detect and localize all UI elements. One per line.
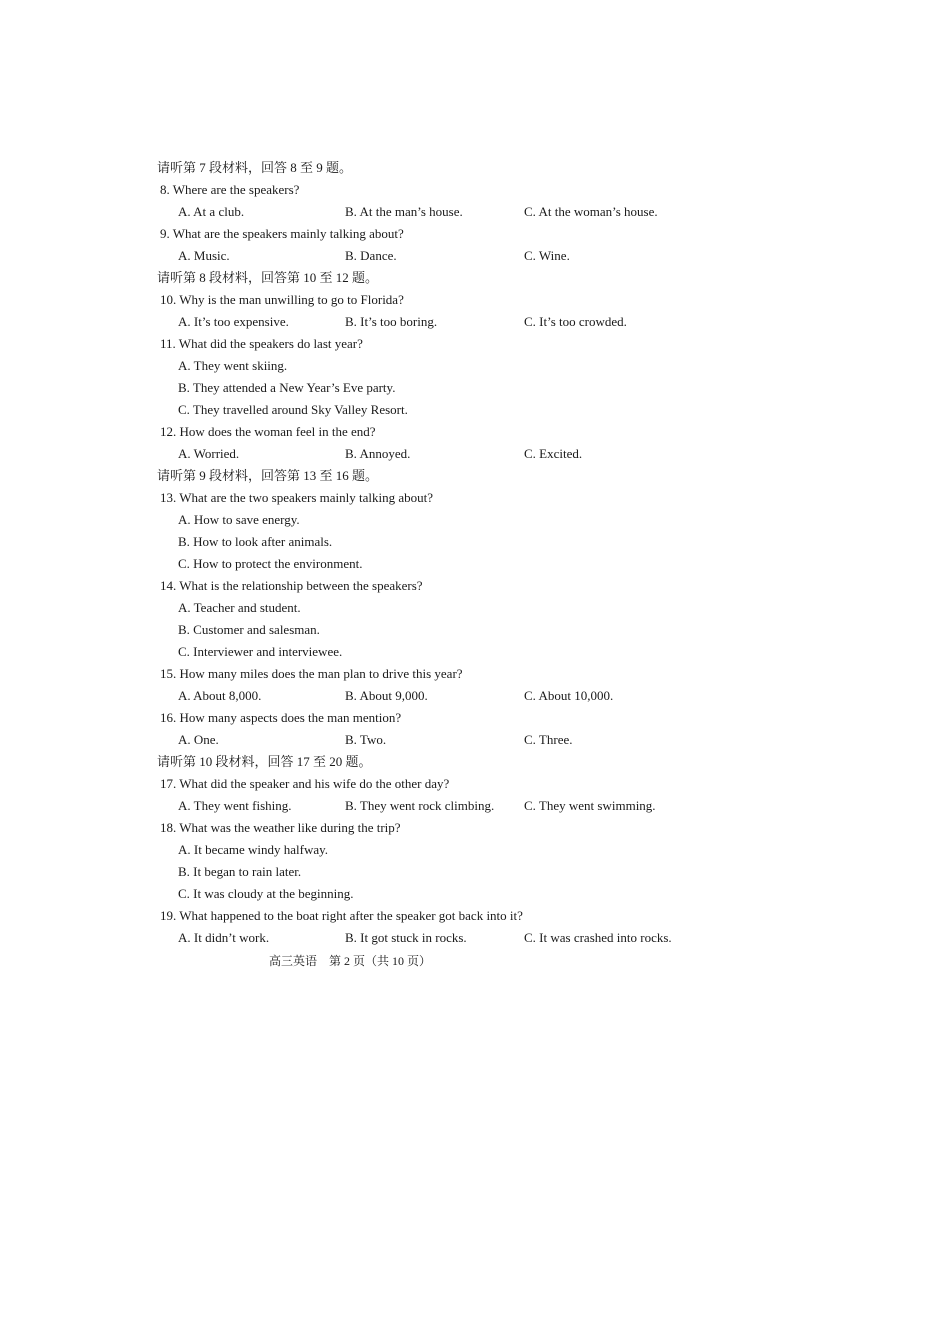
option-c: C. About 10,000. bbox=[524, 688, 614, 703]
question-number: 14. bbox=[160, 578, 177, 593]
option-c: C. Three. bbox=[524, 732, 573, 747]
options-row bbox=[157, 311, 777, 333]
option-b: B. How to look after animals. bbox=[178, 534, 333, 549]
option-a: A. They went skiing. bbox=[178, 358, 288, 373]
option-c: C. Wine. bbox=[524, 248, 570, 263]
question-stem bbox=[157, 179, 777, 201]
option-a: A. Teacher and student. bbox=[178, 600, 301, 615]
option-a: A. About 8,000. bbox=[178, 688, 262, 703]
question-stem bbox=[157, 663, 777, 685]
question-number: 19. bbox=[160, 908, 177, 923]
option-b: B. Two. bbox=[345, 732, 387, 747]
question-text: Where are the speakers? bbox=[172, 182, 300, 197]
option-b: B. It’s too boring. bbox=[345, 314, 438, 329]
question-text: How many aspects does the man mention? bbox=[179, 710, 402, 725]
question-number: 8. bbox=[160, 182, 170, 197]
question-text: What happened to the boat right after the speaker got back into it? bbox=[179, 908, 523, 923]
question-stem bbox=[157, 575, 777, 597]
option-b: B. They went rock climbing. bbox=[345, 798, 495, 813]
section-instruction: 请听第 7 段材料，回答 8 至 9 题。 bbox=[157, 160, 353, 175]
question-number: 15. bbox=[160, 666, 177, 681]
question-text: What did the speakers do last year? bbox=[178, 336, 363, 351]
page-footer: 高三英语 第 2 页（共 10 页） bbox=[268, 954, 431, 968]
question-number: 16. bbox=[160, 710, 177, 725]
option-c: C. How to protect the environment. bbox=[178, 556, 363, 571]
question-number: 11. bbox=[160, 336, 176, 351]
question-stem bbox=[157, 487, 777, 509]
question-text: What are the two speakers mainly talking about? bbox=[179, 490, 434, 505]
option-b: B. They attended a New Year’s Eve party. bbox=[178, 380, 396, 395]
option-b: B. At the man’s house. bbox=[345, 204, 463, 219]
question-stem bbox=[157, 223, 777, 245]
option-a: A. How to save energy. bbox=[178, 512, 300, 527]
question-text: How many miles does the man plan to drive this year? bbox=[179, 666, 463, 681]
option-c: C. Excited. bbox=[524, 446, 583, 461]
question-text: What are the speakers mainly talking about? bbox=[172, 226, 404, 241]
option-b: B. It got stuck in rocks. bbox=[345, 930, 467, 945]
option-b: B. It began to rain later. bbox=[178, 864, 302, 879]
question-text: Why is the man unwilling to go to Florida? bbox=[179, 292, 404, 307]
section-instruction: 请听第 9 段材料，回答第 13 至 16 题。 bbox=[157, 468, 379, 483]
option-b: B. Dance. bbox=[345, 248, 397, 263]
question-text: What is the relationship between the speakers? bbox=[179, 578, 423, 593]
option-a: A. Worried. bbox=[178, 446, 240, 461]
option-c: C. Interviewer and interviewee. bbox=[178, 644, 343, 659]
option-b: B. Customer and salesman. bbox=[178, 622, 320, 637]
question-stem bbox=[157, 333, 777, 355]
question-number: 9. bbox=[160, 226, 170, 241]
question-stem bbox=[157, 289, 777, 311]
option-c: C. It was cloudy at the beginning. bbox=[178, 886, 354, 901]
question-number: 18. bbox=[160, 820, 177, 835]
option-a: A. At a club. bbox=[178, 204, 245, 219]
option-b: B. About 9,000. bbox=[345, 688, 428, 703]
question-number: 12. bbox=[160, 424, 177, 439]
question-stem bbox=[157, 905, 777, 927]
option-c: C. They went swimming. bbox=[524, 798, 656, 813]
options-row bbox=[157, 795, 777, 817]
option-a: A. They went fishing. bbox=[178, 798, 292, 813]
option-a: A. It’s too expensive. bbox=[178, 314, 289, 329]
question-number: 10. bbox=[160, 292, 177, 307]
option-c: C. It’s too crowded. bbox=[524, 314, 627, 329]
option-a: A. It didn’t work. bbox=[178, 930, 270, 945]
question-text: How does the woman feel in the end? bbox=[179, 424, 376, 439]
question-number: 17. bbox=[160, 776, 177, 791]
question-stem bbox=[157, 707, 777, 729]
options-row bbox=[157, 927, 777, 949]
listening-section-content bbox=[157, 157, 777, 949]
option-c: C. They travelled around Sky Valley Resort. bbox=[178, 402, 408, 417]
options-row bbox=[157, 201, 777, 223]
options-row bbox=[157, 729, 777, 751]
option-a: A. Music. bbox=[178, 248, 230, 263]
option-b: B. Annoyed. bbox=[345, 446, 411, 461]
question-stem bbox=[157, 817, 777, 839]
question-stem bbox=[157, 421, 777, 443]
option-a: A. It became windy halfway. bbox=[178, 842, 329, 857]
options-row bbox=[157, 443, 777, 465]
option-c: C. At the woman’s house. bbox=[524, 204, 658, 219]
question-text: What was the weather like during the trip? bbox=[179, 820, 401, 835]
option-a: A. One. bbox=[178, 732, 219, 747]
question-text: What did the speaker and his wife do the other day? bbox=[179, 776, 450, 791]
option-c: C. It was crashed into rocks. bbox=[524, 930, 672, 945]
section-instruction: 请听第 8 段材料，回答第 10 至 12 题。 bbox=[157, 270, 379, 285]
question-number: 13. bbox=[160, 490, 177, 505]
question-stem bbox=[157, 773, 777, 795]
options-row bbox=[157, 685, 777, 707]
options-row bbox=[157, 245, 777, 267]
section-instruction: 请听第 10 段材料，回答 17 至 20 题。 bbox=[157, 754, 372, 769]
